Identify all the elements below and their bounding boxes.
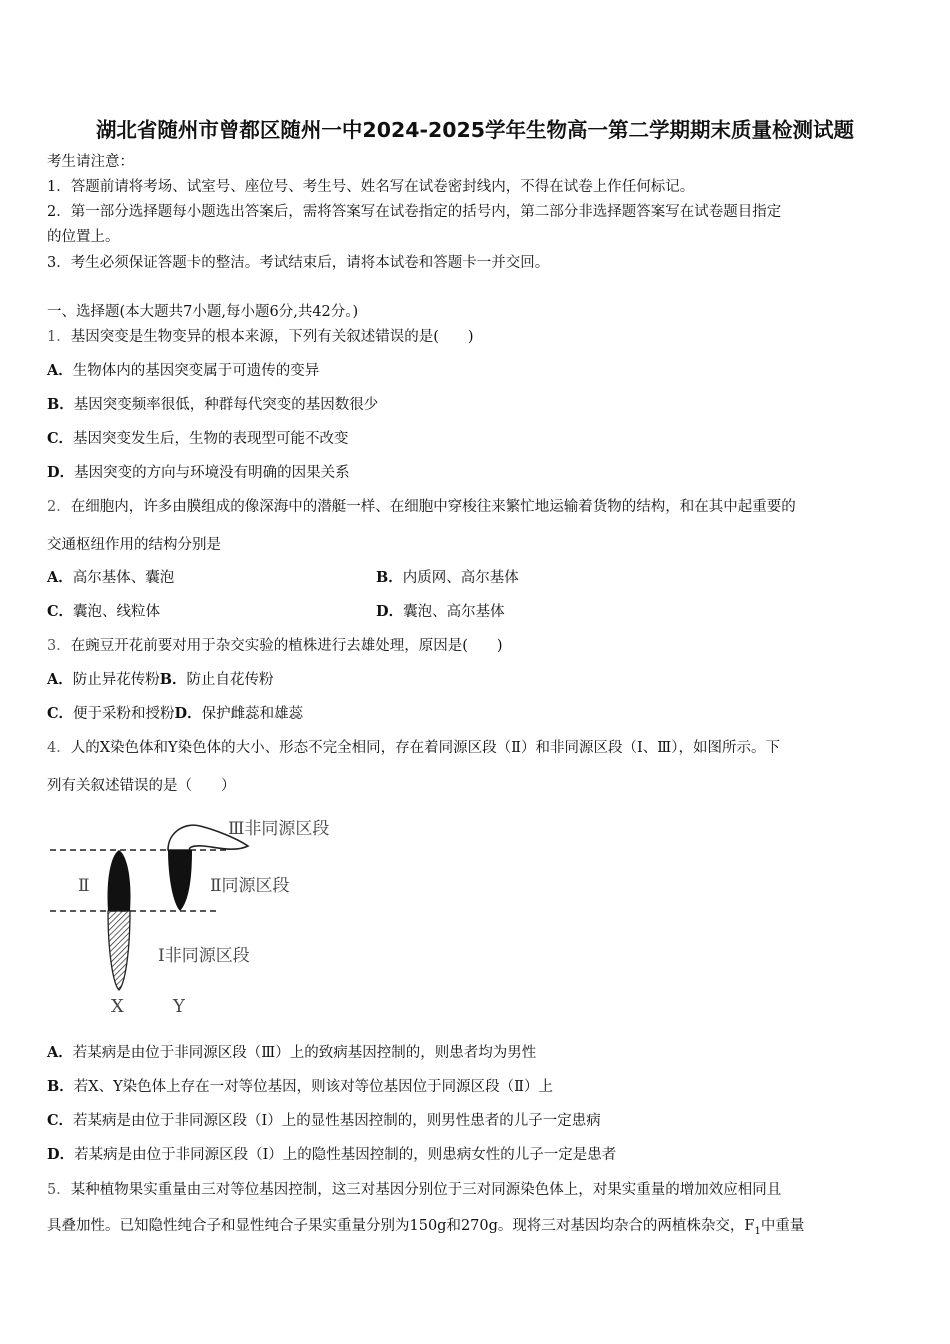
option-text: 若某病是由位于非同源区段（Ⅲ）上的致病基因控制的，则患者均为男性: [72, 1045, 537, 1061]
question-stem: 在细胞内，许多由膜组成的像深海中的潜艇一样、在细胞中穿梭往来繁忙地运输着货物的结构，和在其中起重要的: [70, 499, 796, 515]
question-3: [47, 636, 503, 656]
label-region-iii: Ⅲ非同源区段: [228, 819, 330, 839]
option-label: B．: [47, 1078, 74, 1095]
option-b: [376, 568, 519, 588]
option-a: [47, 361, 319, 381]
label-region-ii-left: Ⅱ: [78, 876, 90, 896]
option-text: 基因突变的方向与环境没有明确的因果关系: [74, 465, 350, 481]
option-label: A．: [47, 569, 73, 586]
y-chromosome-region-ii: [168, 850, 192, 911]
question-5: [47, 1180, 781, 1200]
question-number: 1．: [47, 329, 71, 345]
question-number: 4．: [47, 740, 71, 756]
notice-item: 2．第一部分选择题每小题选出答案后，需将答案写在试卷指定的括号内，第二部分非选择题答案写在试卷题目指定: [47, 204, 782, 220]
question-stem-continued: [47, 1216, 804, 1242]
option-text: 高尔基体、囊泡: [72, 570, 175, 586]
option-c: [47, 429, 349, 449]
page-title: 湖北省随州市曾都区随州一中2024-2025学年生物高一第二学期期末质量检测试题: [95, 118, 855, 142]
option-d: [376, 602, 505, 622]
question-stem-continued: 列有关叙述错误的是（ ）: [47, 778, 236, 794]
question-4: [47, 738, 780, 758]
option-a: [47, 1043, 536, 1063]
question-number: 5．: [47, 1182, 71, 1198]
option-label: D．: [47, 464, 75, 481]
option-text: 内质网、高尔基体: [402, 570, 519, 586]
option-label: C．: [47, 430, 74, 447]
notice-item: 1．答题前请将考场、试室号、座位号、考生号、姓名写在试卷密封线内，不得在试卷上作任何标记。: [47, 179, 695, 195]
option-label: D．: [174, 705, 202, 722]
option-text: 便于采粉和授粉: [73, 706, 175, 722]
question-2: [47, 497, 796, 517]
option-label: D．: [376, 603, 404, 620]
option-label: C．: [47, 705, 74, 722]
option-d: [47, 463, 350, 483]
option-label: B．: [376, 569, 403, 586]
option-label: A．: [47, 671, 73, 688]
label-region-i: Ⅰ非同源区段: [158, 946, 250, 966]
xy-chromosome-figure: [40, 812, 370, 1022]
option-text: 防止异花传粉: [72, 672, 160, 688]
option-label: C．: [47, 1112, 74, 1129]
question-stem: 基因突变是生物变异的根本来源，下列有关叙述错误的是( ): [70, 329, 474, 345]
option-text: 生物体内的基因突变属于可遗传的变异: [72, 363, 320, 379]
label-region-ii: Ⅱ同源区段: [210, 876, 290, 896]
notice-heading: 考生请注意：: [47, 154, 134, 170]
label-x: X: [111, 996, 124, 1017]
option-c: [47, 1111, 601, 1131]
option-d: [47, 1145, 616, 1165]
option-label: B．: [159, 671, 187, 688]
option-text: 若X、Y染色体上存在一对等位基因，则该对等位基因位于同源区段（Ⅱ）上: [73, 1079, 554, 1095]
question-stem: 在豌豆开花前要对用于杂交实验的植株进行去雄处理，原因是( ): [70, 638, 503, 654]
option-text: 防止自花传粉: [186, 672, 274, 688]
label-y: Y: [173, 996, 185, 1017]
option-label: A．: [47, 1044, 73, 1061]
option-label: B．: [47, 396, 74, 413]
stem-text: 中重量: [760, 1218, 805, 1234]
option-row-cd: [47, 704, 303, 724]
option-row-ab: [47, 670, 274, 690]
x-chromosome-homologous-region: [107, 850, 130, 911]
option-text: 保护雌蕊和雄蕊: [201, 706, 304, 722]
question-stem: 某种植物果实重量由三对等位基因控制，这三对基因分别位于三对同源染色体上，对果实重量的增加效应相同且: [70, 1182, 782, 1198]
question-stem: 人的X染色体和Y染色体的大小、形态不完全相同，存在着同源区段（Ⅱ）和非同源区段（Ⅰ、Ⅲ），如图所示。下: [70, 740, 780, 756]
question-number: 3．: [47, 638, 71, 654]
option-label: D．: [47, 1146, 75, 1163]
option-text: 囊泡、线粒体: [73, 604, 161, 620]
option-b: [47, 395, 378, 415]
option-text: 囊泡、高尔基体: [403, 604, 505, 620]
option-text: 若某病是由位于非同源区段（Ⅰ）上的显性基因控制的，则男性患者的儿子一定患病: [73, 1113, 601, 1129]
option-a: [47, 568, 174, 588]
stem-subscript: 1: [754, 1225, 761, 1237]
x-chromosome-nonhomologous-region: [108, 911, 130, 990]
option-c: [47, 602, 160, 622]
option-text: 基因突变发生后，生物的表现型可能不改变: [73, 431, 349, 447]
option-b: [47, 1077, 553, 1097]
option-text: 基因突变频率很低，种群每代突变的基因数很少: [73, 397, 379, 413]
option-text: 若某病是由位于非同源区段（Ⅰ）上的隐性基因控制的，则患病女性的儿子一定是患者: [74, 1147, 617, 1163]
question-stem-continued: 交通枢纽作用的结构分别是: [47, 537, 221, 553]
option-label: A．: [47, 362, 73, 379]
notice-item: 3．考生必须保证答题卡的整洁。考试结束后，请将本试卷和答题卡一并交回。: [47, 255, 550, 271]
section-heading: 一、选择题(本大题共7小题,每小题6分,共42分。): [47, 304, 359, 320]
question-1: [47, 327, 474, 347]
stem-text: 具叠加性。已知隐性纯合子和显性纯合子果实重量分别为150g和270g。现将三对基因均杂合的两植株杂交，F: [47, 1218, 755, 1234]
notice-item: 的位置上。: [47, 229, 120, 245]
option-label: C．: [47, 603, 74, 620]
question-number: 2．: [47, 499, 71, 515]
